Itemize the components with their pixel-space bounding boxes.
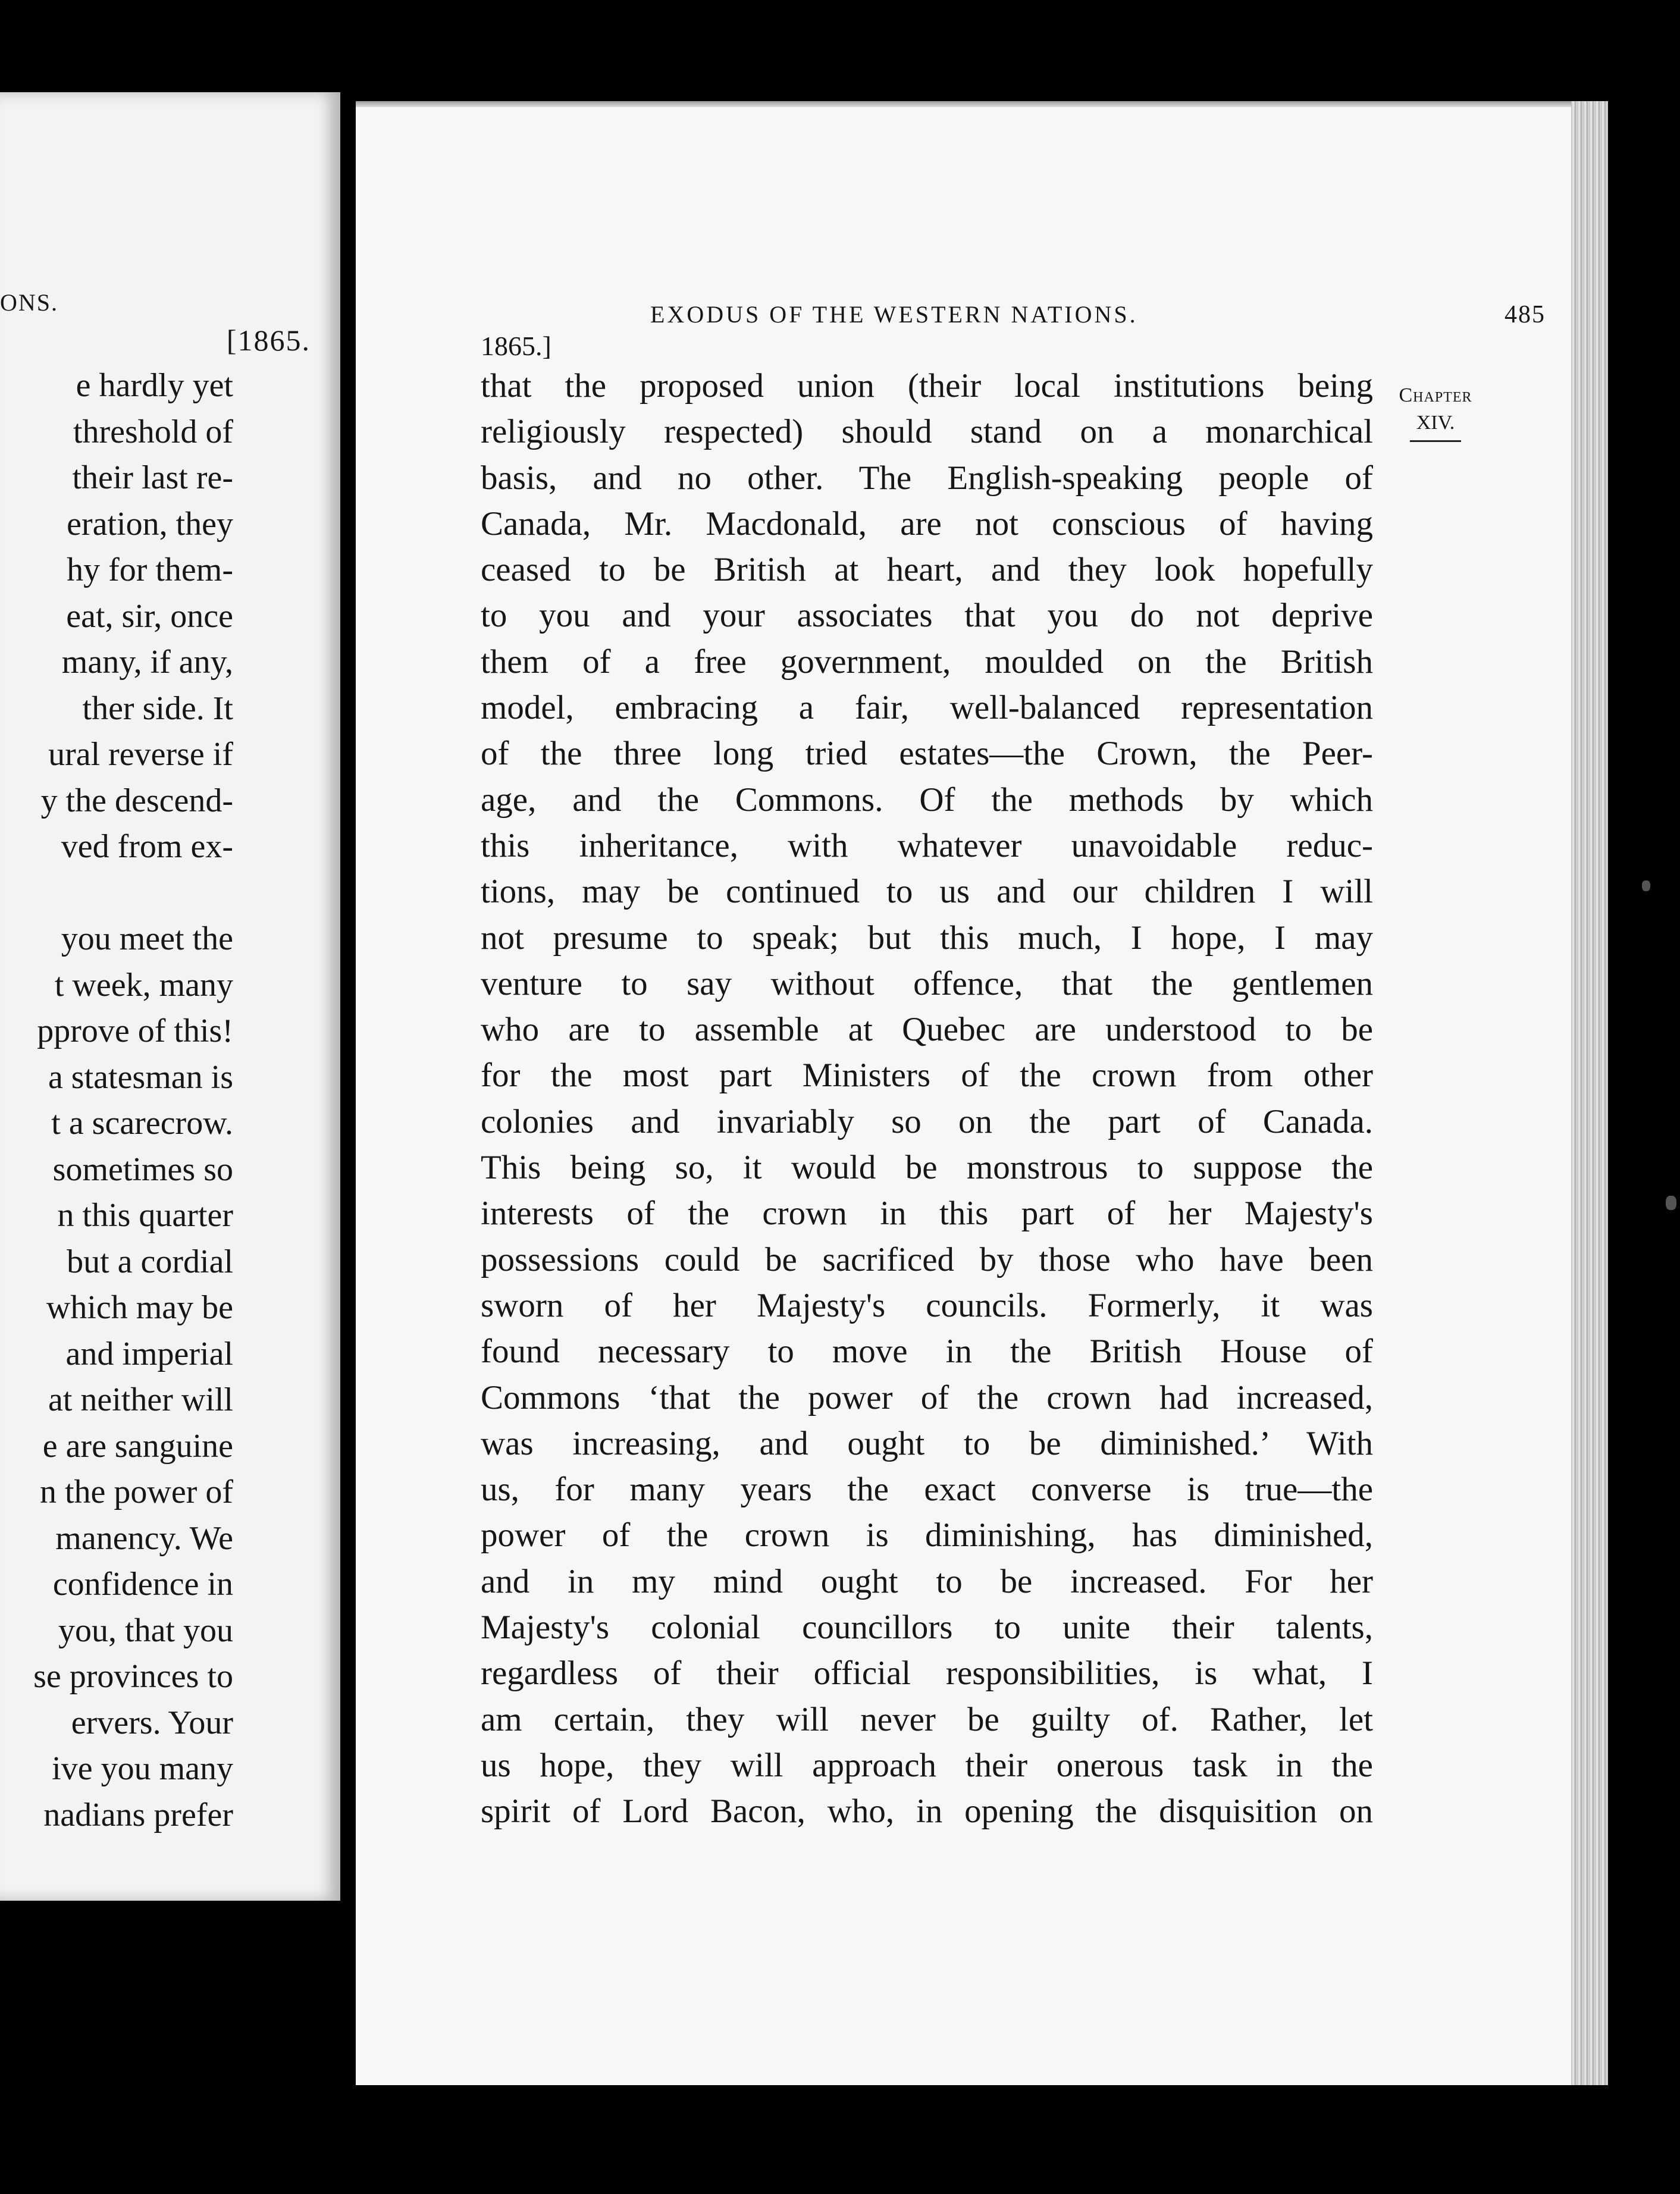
text-line: this inheritance, with whatever unavoidable reduc-: [481, 826, 1373, 864]
page-number: 485: [1505, 301, 1546, 328]
text-line: them of a free government, moulded on the British: [481, 642, 1373, 681]
left-text-line: you meet the: [61, 920, 233, 957]
text-line: Canada, Mr. Macdonald, are not conscious of having: [481, 504, 1373, 543]
left-running-head: [0, 289, 316, 372]
text-line: for the most part Ministers of the crown from other: [481, 1057, 1373, 1095]
left-text-line: eat, sir, once: [66, 597, 233, 635]
left-text-line: nadians prefer: [43, 1796, 233, 1833]
right-page: [356, 101, 1608, 2085]
left-text-line: eration, they: [67, 505, 233, 543]
page-stack-edge: [1571, 101, 1608, 2085]
text-line: power of the crown is diminishing, has diminished,: [481, 1516, 1373, 1554]
text-line: tions, may be continued to us and our children I will: [481, 873, 1373, 911]
left-text-line: t week, many: [54, 966, 233, 1004]
text-line: not presume to speak; but this much, I hope, I may: [481, 919, 1373, 957]
text-line: Majesty's colonial councillors to unite their talents,: [481, 1609, 1373, 1647]
left-text-line: sometimes so: [52, 1151, 233, 1188]
left-text-line: ther side. It: [82, 689, 233, 727]
text-line: age, and the Commons. Of the methods by which: [481, 781, 1373, 819]
left-running-head-year: [1865.: [226, 324, 311, 357]
body-text: [481, 363, 1373, 1835]
left-text-line: ervers. Your: [71, 1704, 233, 1741]
text-line: basis, and no other. The English-speaking people of: [481, 459, 1373, 497]
paragraph-gap: [0, 870, 233, 917]
left-text-line: se provinces to: [33, 1658, 233, 1695]
text-line: venture to say without offence, that the gentlemen: [481, 964, 1373, 1002]
left-text-line: e are sanguine: [42, 1427, 233, 1465]
text-line: of the three long tried estates—the Crown, the Peer-: [481, 735, 1373, 773]
left-text-line: confidence in: [52, 1566, 233, 1603]
left-running-head-title: ONS.: [0, 289, 59, 316]
left-text-line: their last re-: [72, 459, 233, 496]
text-line: spirit of Lord Bacon, who, in opening the disquisition on: [481, 1792, 1373, 1831]
text-line: possessions could be sacrificed by those who have been: [481, 1240, 1373, 1278]
left-text-line: hy for them-: [67, 551, 233, 588]
left-page: [0, 92, 340, 1901]
left-text-line: manency. We: [55, 1519, 233, 1557]
left-text-line: and imperial: [65, 1335, 233, 1372]
text-line: regardless of their official responsibilities, is what, I: [481, 1654, 1373, 1692]
left-text-line: at neither will: [48, 1381, 233, 1418]
left-text-line: n the power of: [39, 1474, 233, 1510]
text-line: found necessary to move in the British House of: [481, 1333, 1373, 1371]
running-head-year: 1865.]: [481, 331, 551, 361]
margin-note-rule: [1410, 440, 1461, 442]
margin-note-chapter-number: XIV.: [1416, 412, 1455, 434]
scan-speck: [1666, 1196, 1676, 1210]
scan-speck: [1642, 880, 1650, 891]
text-line: who are to assemble at Quebec are understood to be: [481, 1011, 1373, 1049]
left-text-line: ural reverse if: [48, 736, 233, 773]
running-head: [481, 300, 1546, 366]
left-text-line: many, if any,: [61, 644, 233, 681]
text-line: and in my mind ought to be increased. For her: [481, 1562, 1373, 1600]
left-text-line: n this quarter: [57, 1197, 233, 1234]
left-text-line: e hardly yet: [76, 367, 233, 404]
left-text-line: but a cordial: [67, 1243, 233, 1280]
left-text-line: you, that you: [58, 1612, 233, 1649]
left-page-text: [0, 363, 233, 1838]
text-line: to you and your associates that you do not deprive: [481, 597, 1373, 635]
left-text-line: ive you many: [52, 1750, 233, 1787]
text-line: am certain, they will never be guilty of. Rather, let: [481, 1700, 1373, 1738]
text-line: ceased to be British at heart, and they look hopefully: [481, 551, 1373, 589]
text-line: that the proposed union (their local institutions being: [481, 367, 1373, 405]
page-top-edge: [356, 101, 1608, 107]
text-line: Commons ‘that the power of the crown had increased,: [481, 1378, 1373, 1416]
left-text-line: which may be: [46, 1289, 233, 1326]
left-text-line: a statesman is: [48, 1058, 233, 1096]
text-line: model, embracing a fair, well-balanced representation: [481, 689, 1373, 727]
text-line: This being so, it would be monstrous to suppose the: [481, 1149, 1373, 1187]
left-text-line: ved from ex-: [61, 828, 233, 865]
left-text-line: threshold of: [73, 413, 233, 450]
chapter-margin-note: [1382, 382, 1489, 442]
text-line: us hope, they will approach their onerous task in the: [481, 1746, 1373, 1784]
left-text-line: t a scarecrow.: [51, 1105, 233, 1142]
left-text-line: pprove of this!: [37, 1013, 233, 1049]
left-text-line: y the descend-: [40, 782, 233, 819]
text-line: us, for many years the exact converse is true—the: [481, 1471, 1373, 1509]
margin-note-chapter-label: Chapter: [1399, 384, 1472, 406]
text-line: interests of the crown in this part of her Majesty's: [481, 1195, 1373, 1233]
text-line: religiously respected) should stand on a monarchical: [481, 413, 1373, 451]
text-line: colonies and invariably so on the part of Canada.: [481, 1102, 1373, 1140]
text-line: sworn of her Majesty's councils. Formerly, it was: [481, 1286, 1373, 1324]
running-head-title: EXODUS OF THE WESTERN NATIONS.: [650, 301, 1138, 328]
text-line: was increasing, and ought to be diminished.’ With: [481, 1424, 1373, 1462]
